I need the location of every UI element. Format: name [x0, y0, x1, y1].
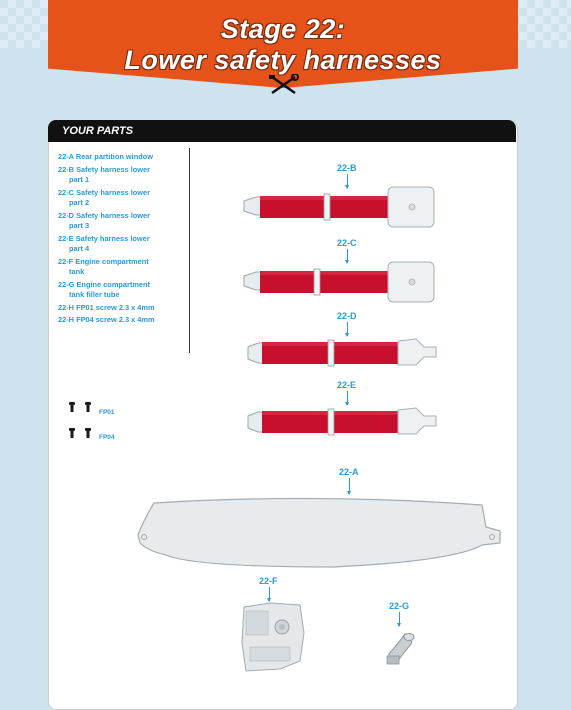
- engine-compartment-tank-image: [240, 603, 306, 673]
- list-item: 22-D Safety harness lower part 3: [58, 210, 151, 230]
- part-label-22d: 22-D: [337, 311, 357, 321]
- list-item: 22-H FP04 screw 2.3 x 4mm: [58, 315, 155, 324]
- parts-list: [58, 152, 193, 328]
- column-divider: [189, 148, 190, 353]
- list-item: 22-A Rear partition window: [58, 152, 154, 161]
- part-label-22f: 22-F: [259, 576, 278, 586]
- tank-filler-tube-image: [383, 628, 417, 666]
- screw-label-fp01: FP01: [99, 409, 115, 416]
- leader-line-22d: [347, 322, 348, 336]
- screw-fp01-image: [66, 402, 96, 442]
- harness-22d-image: [244, 335, 440, 371]
- leader-line-22a: [349, 478, 350, 494]
- part-label-22b: 22-B: [337, 163, 357, 173]
- leader-line-22e: [347, 391, 348, 405]
- stage-title-line2: Lower safety harnesses: [124, 45, 442, 75]
- harness-22b-image: [240, 185, 440, 231]
- part-label-22c: 22-C: [337, 238, 357, 248]
- screw-label-fp04: FP04: [99, 434, 115, 441]
- leader-line-22f: [269, 587, 270, 601]
- your-parts-heading: YOUR PARTS: [62, 125, 134, 137]
- harness-22c-image: [240, 260, 440, 306]
- list-item: 22-E Safety harness lower part 4: [58, 233, 150, 253]
- stage-title-line1: Stage 22:: [220, 14, 346, 44]
- leader-line-22g: [399, 612, 400, 626]
- tools-icon: [268, 74, 300, 96]
- rear-partition-window-image: [134, 497, 504, 569]
- list-item: 22-H FP01 screw 2.3 x 4mm: [58, 302, 155, 312]
- checker-pattern-right: [511, 0, 571, 48]
- part-label-22g: 22-G: [389, 601, 410, 611]
- harness-22e-image: [244, 404, 440, 440]
- part-label-22a: 22-A: [339, 467, 359, 477]
- part-label-22e: 22-E: [337, 380, 357, 390]
- list-item: 22-F Engine compartment tank: [58, 256, 149, 276]
- list-item: 22-B Safety harness lower part 1: [58, 164, 151, 184]
- list-item: 22-G Engine compartment tank filler tube: [58, 279, 151, 299]
- list-item: 22-C Safety harness lower part 2: [58, 187, 151, 207]
